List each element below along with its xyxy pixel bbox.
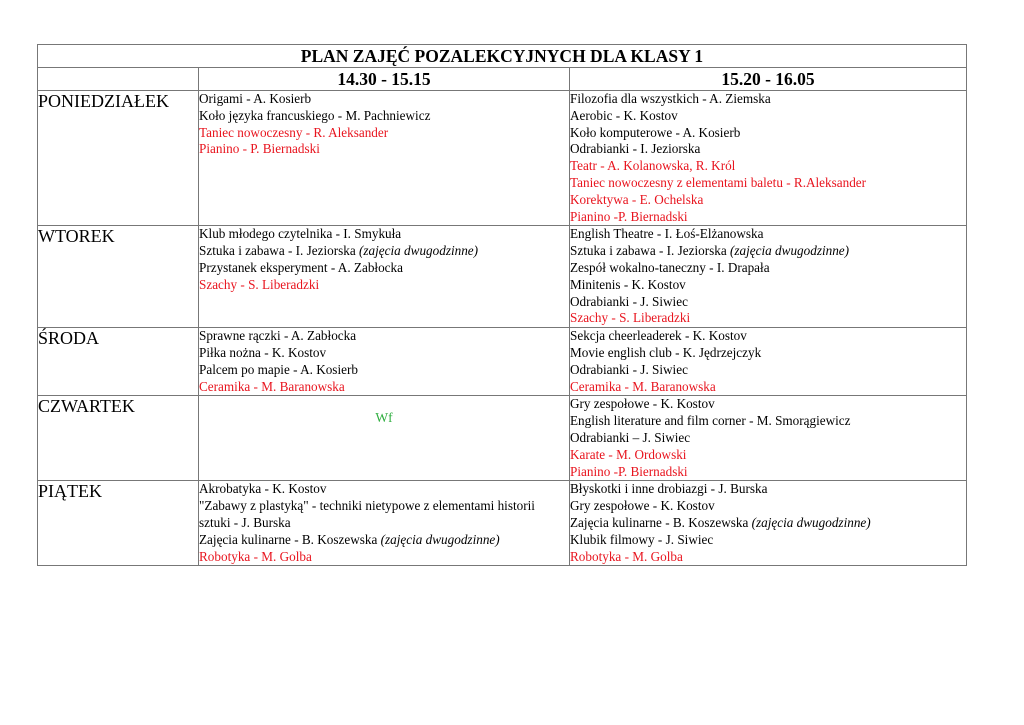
day-friday: PIĄTEK <box>38 481 199 566</box>
activity-item <box>570 481 966 498</box>
activity-item <box>570 294 966 311</box>
activity-item <box>199 345 569 362</box>
activity-text: Odrabianki - J. Siwiec <box>570 361 688 377</box>
activity-text: Akrobatyka - K. Kostov <box>199 481 327 497</box>
time-slot-1: 14.30 - 15.15 <box>199 68 570 91</box>
activity-text: Zajęcia kulinarne - B. Koszewska <box>570 514 752 530</box>
page-title: PLAN ZAJĘĆ POZALEKCYJNYCH DLA KLASY 1 <box>38 45 967 68</box>
activity-item <box>199 108 569 125</box>
activity-text: Robotyka - M. Golba <box>199 548 312 564</box>
activity-item <box>570 209 966 226</box>
wf-label: Wf <box>375 410 393 426</box>
activity-item <box>570 515 966 532</box>
activity-text: English literature and film corner - M. Smorągiewicz <box>570 413 851 429</box>
monday-slot-2 <box>570 91 967 226</box>
activity-item <box>570 277 966 294</box>
thursday-slot-1 <box>199 396 570 481</box>
activity-item <box>570 447 966 464</box>
activity-item <box>199 277 569 294</box>
activity-text: Sztuka i zabawa - I. Jeziorska <box>570 243 731 259</box>
activity-note: (zajęcia dwugodzinne) <box>359 243 479 259</box>
activity-text: Klub młodego czytelnika - I. Smykuła <box>199 226 402 242</box>
activity-text: Teatr - A. Kolanowska, R. Król <box>570 158 736 174</box>
activity-item <box>570 243 966 260</box>
activity-item <box>199 379 569 396</box>
activity-text: Robotyka - M. Golba <box>570 548 683 564</box>
activity-note: (zajęcia dwugodzinne) <box>751 514 871 530</box>
activity-item <box>199 549 569 566</box>
wednesday-slot-2 <box>570 328 967 396</box>
activity-item <box>199 362 569 379</box>
activity-item <box>570 362 966 379</box>
day-tuesday: WTOREK <box>38 226 199 328</box>
activity-item <box>570 226 966 243</box>
activity-item <box>199 226 569 243</box>
activity-item <box>570 91 966 108</box>
activity-item <box>570 379 966 396</box>
activity-text: Odrabianki - I. Jeziorska <box>570 141 701 157</box>
activity-text: Gry zespołowe - K. Kostov <box>570 498 715 514</box>
activity-text: Przystanek eksperyment - A. Zabłocka <box>199 259 403 275</box>
activity-text: Palcem po mapie - A. Kosierb <box>199 361 358 377</box>
activity-item <box>570 328 966 345</box>
activity-text: Koło komputerowe - A. Kosierb <box>570 124 741 140</box>
activity-text: Taniec nowoczesny - R. Aleksander <box>199 124 389 140</box>
activity-text: Gry zespołowe - K. Kostov <box>570 396 715 412</box>
activity-text: Klubik filmowy - J. Siwiec <box>570 531 714 547</box>
activity-item <box>570 430 966 447</box>
activity-text: Piłka nożna - K. Kostov <box>199 344 327 360</box>
corner-cell <box>38 68 199 91</box>
activity-item <box>570 345 966 362</box>
activity-item <box>199 481 569 498</box>
activity-item <box>199 328 569 345</box>
activity-text: Karate - M. Ordowski <box>570 446 687 462</box>
activity-text: English Theatre - I. Łoś-Elżanowska <box>570 226 764 242</box>
activity-text: Zajęcia kulinarne - B. Koszewska <box>199 531 381 547</box>
activity-text: Korektywa - E. Ochelska <box>570 191 704 207</box>
activity-item <box>570 108 966 125</box>
activity-text: Taniec nowoczesny z elementami baletu - R.Aleksander <box>570 174 867 190</box>
activity-text: Ceramika - M. Baranowska <box>570 378 716 394</box>
activity-note: (zajęcia dwugodzinne) <box>730 243 850 259</box>
activity-item <box>570 413 966 430</box>
activity-text: Sprawne rączki - A. Zabłocka <box>199 328 357 344</box>
activity-text: Szachy - S. Liberadzki <box>570 310 691 326</box>
activity-item <box>570 549 966 566</box>
activity-item <box>570 464 966 481</box>
activity-item <box>570 532 966 549</box>
activity-item <box>570 175 966 192</box>
activity-text: Błyskotki i inne drobiazgi - J. Burska <box>570 481 768 497</box>
activity-text: Sekcja cheerleaderek - K. Kostov <box>570 328 747 344</box>
activity-item <box>570 141 966 158</box>
activity-item <box>570 125 966 142</box>
activity-text: Pianino -P. Biernadski <box>570 463 688 479</box>
activity-text: "Zabawy z plastyką" - techniki nietypowe z elementami historii sztuki - J. Burska <box>199 498 535 530</box>
activity-text: Ceramika - M. Baranowska <box>199 378 345 394</box>
tuesday-slot-2 <box>570 226 967 328</box>
day-thursday: CZWARTEK <box>38 396 199 481</box>
activity-text: Pianino - P. Biernadski <box>199 141 320 157</box>
activity-item <box>199 260 569 277</box>
activity-item <box>570 396 966 413</box>
activity-text: Szachy - S. Liberadzki <box>199 276 320 292</box>
activity-text: Movie english club - K. Jędrzejczyk <box>570 344 762 360</box>
activity-item <box>199 91 569 108</box>
activity-note: (zajęcia dwugodzinne) <box>380 531 500 547</box>
activity-item <box>570 310 966 327</box>
activity-item <box>199 498 569 532</box>
activity-text: Odrabianki – J. Siwiec <box>570 429 691 445</box>
tuesday-slot-1 <box>199 226 570 328</box>
activity-text: Odrabianki - J. Siwiec <box>570 293 688 309</box>
thursday-slot-2 <box>570 396 967 481</box>
activity-item <box>199 141 569 158</box>
activity-item <box>570 158 966 175</box>
friday-slot-1 <box>199 481 570 566</box>
activity-item <box>570 192 966 209</box>
wednesday-slot-1 <box>199 328 570 396</box>
monday-slot-1 <box>199 91 570 226</box>
schedule-table <box>37 44 967 566</box>
activity-text: Origami - A. Kosierb <box>199 91 312 106</box>
activity-text: Koło języka francuskiego - M. Pachniewicz <box>199 107 431 123</box>
activity-text: Sztuka i zabawa - I. Jeziorska <box>199 243 360 259</box>
activity-text: Aerobic - K. Kostov <box>570 107 678 123</box>
activity-item <box>570 260 966 277</box>
time-slot-2: 15.20 - 16.05 <box>570 68 967 91</box>
activity-text: Zespół wokalno-taneczny - I. Drapała <box>570 259 770 275</box>
activity-text: Minitenis - K. Kostov <box>570 276 686 292</box>
activity-item <box>570 498 966 515</box>
day-wednesday: ŚRODA <box>38 328 199 396</box>
activity-text: Filozofia dla wszystkich - A. Ziemska <box>570 91 771 106</box>
friday-slot-2 <box>570 481 967 566</box>
activity-item <box>199 125 569 142</box>
day-monday: PONIEDZIAŁEK <box>38 91 199 226</box>
activity-item <box>199 532 569 549</box>
activity-text: Pianino -P. Biernadski <box>570 208 688 224</box>
activity-item <box>199 243 569 260</box>
